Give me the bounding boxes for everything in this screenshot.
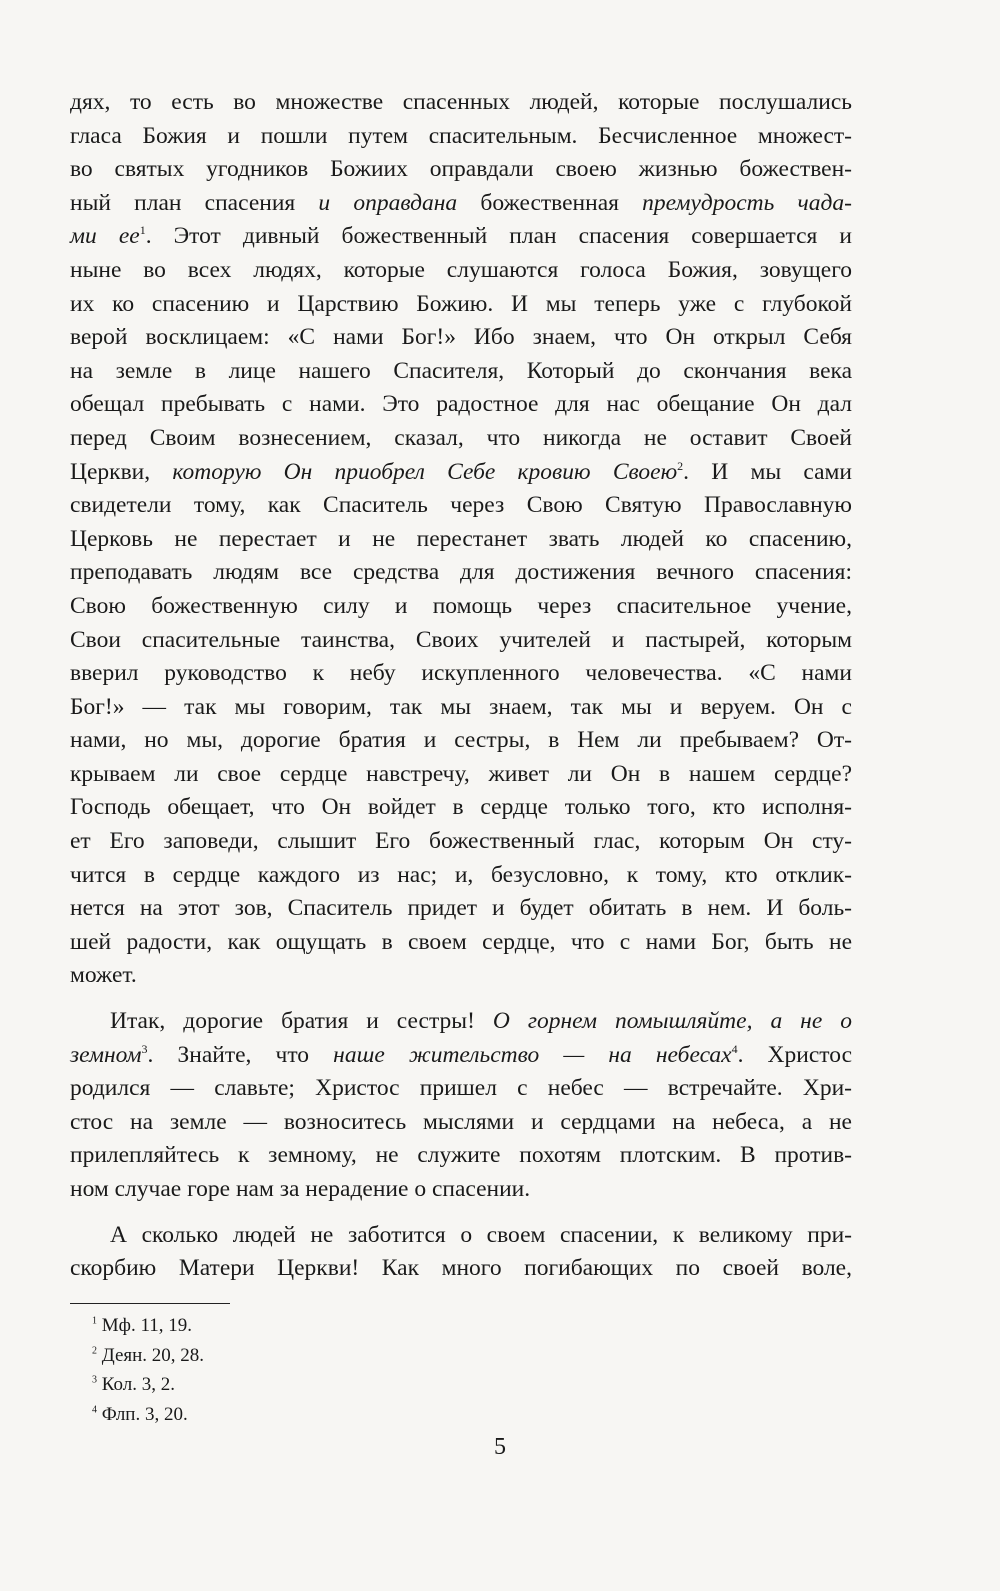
paragraph-1 bbox=[70, 86, 852, 993]
italic-quote: ми ее bbox=[70, 223, 140, 250]
text-line bbox=[70, 187, 852, 221]
text-line: может. bbox=[70, 962, 137, 989]
text-run: ный план спасения bbox=[70, 189, 319, 216]
text-line: преподавать людям все средства для достижения вечного спасения: bbox=[70, 559, 852, 586]
footnotes bbox=[92, 1311, 204, 1429]
footnote-ref[interactable]: 1 bbox=[139, 223, 146, 238]
italic-quote: и оправдана bbox=[318, 189, 458, 216]
footnote-mark: 2 bbox=[92, 1345, 97, 1357]
footnote-item bbox=[92, 1370, 204, 1400]
text-line: крываем ли свое сердце навстречу, живет ли Он в нашем сердце? bbox=[70, 760, 852, 787]
footnote-item bbox=[92, 1311, 204, 1341]
footnote-text: Флп. 3, 20. bbox=[101, 1403, 188, 1425]
text-line: гласа Божия и пошли путем спасительным. Бесчисленное множест- bbox=[70, 122, 852, 149]
paragraph-spacer bbox=[70, 993, 852, 1005]
text-line: перед Своим вознесением, сказал, что никогда не оставит Своей bbox=[70, 424, 852, 451]
text-line: ном случае горе нам за нерадение о спасении. bbox=[70, 1176, 531, 1202]
footnote-item bbox=[92, 1400, 204, 1430]
footnote-ref[interactable]: 2 bbox=[677, 458, 684, 473]
footnote-ref[interactable]: 3 bbox=[141, 1041, 148, 1056]
text-run: божественная bbox=[457, 189, 643, 216]
text-line: прилепляйтесь к земному, не служите похотям плотским. В против- bbox=[70, 1142, 852, 1169]
text-line: ет Его заповеди, слышит Его божественный глас, которым Он сту- bbox=[70, 828, 852, 855]
footnote-text: Мф. 11, 19. bbox=[101, 1315, 192, 1336]
text-line: родился — славьте; Христос пришел с небес — встречайте. Хри- bbox=[70, 1075, 852, 1102]
footnote-divider bbox=[70, 1303, 230, 1304]
body-text bbox=[70, 86, 852, 1286]
text-line: чится в сердце каждого из нас; и, безусловно, к тому, кто отклик- bbox=[70, 861, 852, 888]
italic-quote: О горнем помышляйте, а не о bbox=[492, 1008, 853, 1035]
footnote-item bbox=[92, 1341, 204, 1371]
text-line: нется на этот зов, Спаситель придет и будет обитать в нем. И боль- bbox=[70, 895, 852, 922]
text-line: скорбию Матери Церкви! Как много погибающих по своей воле, bbox=[70, 1255, 852, 1282]
footnote-mark: 3 bbox=[92, 1374, 97, 1386]
paragraph-spacer bbox=[70, 1207, 852, 1219]
text-line: Свои спасительные таинства, Своих учителей и пастырей, которым bbox=[70, 626, 852, 653]
text-run: . Этот дивный божественный план спасения совершается и bbox=[145, 223, 852, 250]
text-run: . Знайте, что bbox=[147, 1041, 334, 1068]
text-line: шей радости, как ощущать в своем сердце, что с нами Бог, быть не bbox=[70, 928, 852, 955]
text-line: во святых угодников Божиих оправдали своею жизнью божествен- bbox=[70, 156, 852, 183]
italic-quote: земном bbox=[70, 1041, 142, 1068]
text-line: на земле в лице нашего Спасителя, Который до скончания века bbox=[70, 357, 852, 384]
text-run: . И мы сами bbox=[683, 458, 852, 485]
text-line: ныне во всех людях, которые слушаются голоса Божия, зовущего bbox=[70, 256, 852, 283]
page-number: 5 bbox=[494, 1434, 506, 1460]
text-line: нами, но мы, дорогие братия и сестры, в Нем ли пребываем? От- bbox=[70, 727, 852, 754]
text-line bbox=[70, 220, 852, 254]
text-line bbox=[70, 1005, 852, 1039]
text-line: А сколько людей не заботится о своем спасении, к великому при- bbox=[110, 1221, 852, 1248]
footnote-mark: 4 bbox=[92, 1404, 97, 1416]
italic-quote: премудрость чада- bbox=[642, 189, 852, 216]
text-run: Церкви, bbox=[70, 458, 173, 485]
italic-quote: которую Он приобрел Себе кровию Своею bbox=[172, 458, 678, 485]
text-line: Церковь не перестает и не перестанет звать людей ко спасению, bbox=[70, 525, 852, 552]
text-line: верой восклицаем: «С нами Бог!» Ибо знаем, что Он открыл Себя bbox=[70, 324, 852, 351]
footnote-ref[interactable]: 4 bbox=[731, 1041, 738, 1056]
text-line: Господь обещает, что Он войдет в сердце только того, кто исполня- bbox=[70, 794, 852, 821]
text-line: дях, то есть во множестве спасенных людей, которые послушались bbox=[70, 89, 852, 115]
text-line: стос на земле — возноситесь мыслями и сердцами на небеса, а не bbox=[70, 1108, 852, 1135]
text-line bbox=[70, 1039, 852, 1073]
text-run: Итак, дорогие братия и сестры! bbox=[110, 1008, 493, 1035]
footnote-mark: 1 bbox=[92, 1315, 97, 1327]
text-line: обещал пребывать с нами. Это радостное для нас обещание Он дал bbox=[70, 391, 852, 418]
text-run: . Христос bbox=[737, 1041, 853, 1068]
italic-quote: наше жительство — на небесах bbox=[333, 1041, 732, 1068]
text-line: Свою божественную силу и помощь через спасительное учение, bbox=[70, 592, 852, 619]
text-line: вверил руководство к небу искупленного человечества. «С нами bbox=[70, 660, 852, 687]
paragraph-2 bbox=[70, 1005, 852, 1207]
text-line: свидетели тому, как Спаситель через Свою Святую Православную bbox=[70, 492, 852, 519]
text-line: их ко спасению и Царствию Божию. И мы теперь уже с глубокой bbox=[70, 290, 852, 317]
text-line bbox=[70, 456, 852, 490]
text-line: Бог!» — так мы говорим, так мы знаем, так мы и веруем. Он с bbox=[70, 693, 852, 720]
footnote-text: Деян. 20, 28. bbox=[101, 1344, 205, 1366]
footnote-text: Кол. 3, 2. bbox=[101, 1374, 175, 1395]
paragraph-3 bbox=[70, 1219, 852, 1286]
